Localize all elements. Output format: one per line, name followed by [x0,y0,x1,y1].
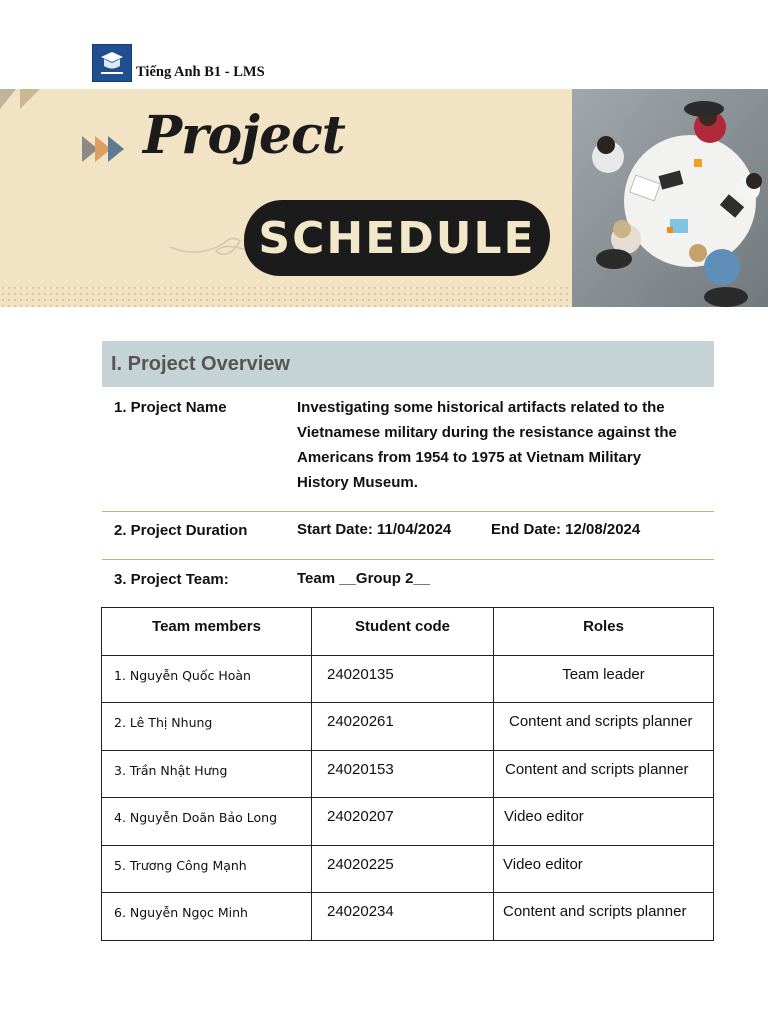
member-role: Content and scripts planner [494,750,714,798]
project-name-line: Investigating some historical artifacts related to the [297,399,665,416]
student-code: 24020261 [312,703,494,751]
corner-decoration [0,89,16,109]
member-name: 3. Trần Nhật Hưng [102,750,312,798]
university-logo [92,44,132,82]
schedule-title-blob [244,200,550,276]
table-row [102,845,714,893]
start-date: Start Date: 11/04/2024 [297,521,452,538]
student-code: 24020225 [312,845,494,893]
project-name-line: Americans from 1954 to 1975 at Vietnam Military [297,449,642,466]
member-name: 2. Lê Thị Nhung [102,703,312,751]
document-header [92,42,265,82]
team-meeting-photo [572,89,768,307]
project-name-line: Vietnamese military during the resistance against the [297,424,677,441]
section-header [102,341,714,387]
member-role: Content and scripts planner [494,703,714,751]
table-header-row [102,608,714,656]
member-role: Content and scripts planner [494,893,714,941]
table-row [102,703,714,751]
member-name: 5. Trương Công Mạnh [102,845,312,893]
divider [102,559,714,560]
project-name-line: History Museum. [297,474,418,491]
banner-word-schedule: SCHEDULE [258,212,536,264]
student-code: 24020207 [312,798,494,846]
member-name: 4. Nguyễn Doãn Bảo Long [102,798,312,846]
table-row [102,750,714,798]
section-title: I. Project Overview [111,352,290,375]
project-duration-label: 2. Project Duration [114,522,248,539]
chevrons-icon [82,136,121,162]
project-team-label: 3. Project Team: [114,571,229,588]
course-title: Tiếng Anh B1 - LMS [136,64,265,80]
student-code: 24020135 [312,655,494,703]
column-header: Team members [102,608,312,656]
team-table [101,607,714,941]
table-row [102,893,714,941]
end-date: End Date: 12/08/2024 [491,521,641,538]
student-code: 24020153 [312,750,494,798]
student-code: 24020234 [312,893,494,941]
member-role: Video editor [494,845,714,893]
column-header: Roles [494,608,714,656]
corner-decoration [20,89,40,109]
project-team-value: Team __Group 2__ [297,570,431,587]
table-row [102,798,714,846]
table-row [102,655,714,703]
member-role: Video editor [494,798,714,846]
member-name: 6. Nguyễn Ngọc Minh [102,893,312,941]
divider [102,511,714,512]
dot-pattern [0,285,572,307]
member-role: Team leader [494,655,714,703]
banner-word-project: Project [143,105,345,166]
project-name-label: 1. Project Name [114,399,227,416]
member-name: 1. Nguyễn Quốc Hoàn [102,655,312,703]
column-header: Student code [312,608,494,656]
project-name-value [297,395,677,495]
